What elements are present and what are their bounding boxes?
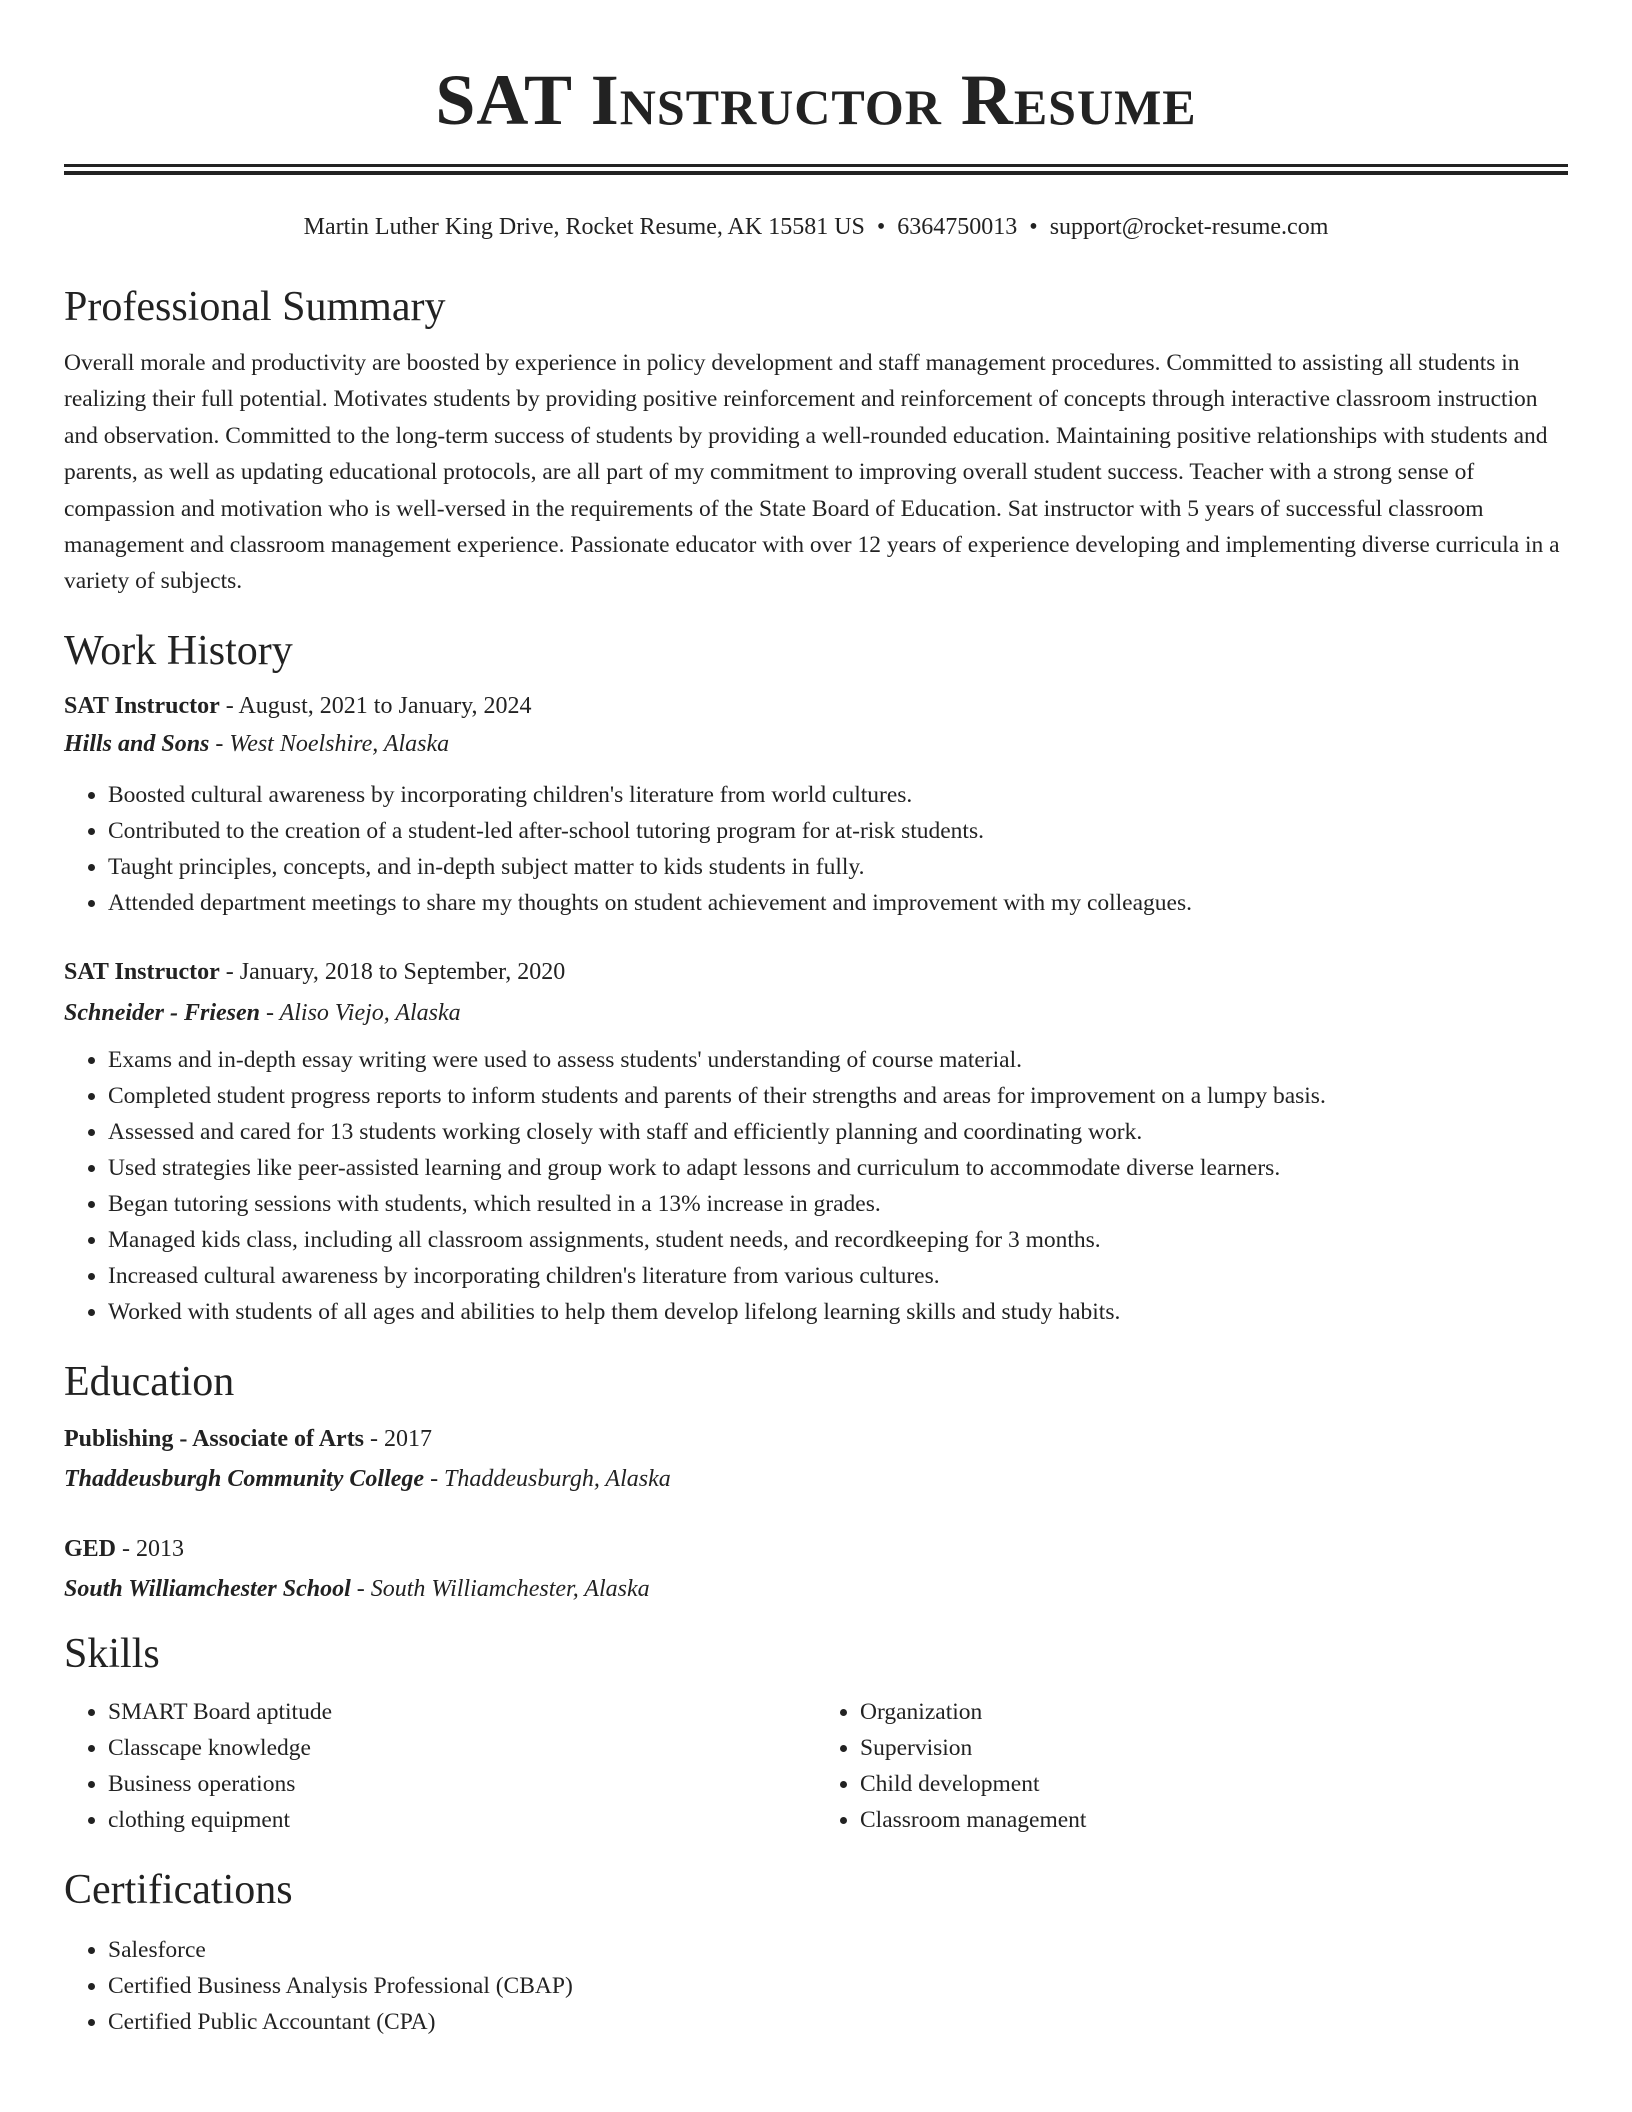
education-entry [64, 1420, 1568, 1498]
job-entry [64, 953, 1568, 1330]
job-title: SAT Instructor [64, 692, 220, 719]
job-company: Schneider - Friesen [64, 999, 261, 1026]
certification-item: • Certified Public Accountant (CPA) [108, 2004, 1568, 2040]
contact-email: support@rocket-resume.com [1049, 214, 1329, 240]
skill-item: • Business operations [108, 1766, 816, 1802]
skill-item: • Classcape knowledge [108, 1730, 816, 1766]
job-bullets [64, 1042, 1568, 1330]
section-heading-skills: Skills [64, 1630, 160, 1677]
education-location: - Thaddeusburgh, Alaska [424, 1465, 671, 1492]
list-item: • Attended department meetings to share my thoughts on student achievement and improvement with my colleagues. [108, 885, 1568, 921]
skill-item: • SMART Board aptitude [108, 1694, 816, 1730]
job-company-line [64, 725, 1568, 763]
skill-item: • Classroom management [860, 1802, 1568, 1838]
skills-columns [64, 1694, 1568, 1838]
skills-list-right [816, 1694, 1568, 1838]
certifications-list [64, 1932, 1568, 2040]
skills-list-left [64, 1694, 816, 1838]
job-entry [64, 687, 1568, 921]
education-school-line [64, 1460, 1568, 1498]
education-entry [64, 1530, 1568, 1608]
contact-address: Martin Luther King Drive, Rocket Resume, AK 15581 US [303, 214, 865, 240]
list-item: • Boosted cultural awareness by incorporating children's literature from world cultures. [108, 777, 1568, 813]
job-title: SAT Instructor [64, 958, 220, 985]
list-item: • Used strategies like peer-assisted learning and group work to adapt lessons and curriculum to accommodate diverse learners. [108, 1150, 1568, 1186]
job-title-line [64, 953, 1568, 991]
education-degree-line [64, 1530, 1568, 1568]
job-dates: - August, 2021 to January, 2024 [219, 692, 532, 719]
section-heading-certifications: Certifications [64, 1866, 293, 1913]
list-item: • Assessed and cared for 13 students working closely with staff and efficiently planning and coordinating work. [108, 1114, 1568, 1150]
list-item: • Began tutoring sessions with students, which resulted in a 13% increase in grades. [108, 1186, 1568, 1222]
education-location: - South Williamchester, Alaska [350, 1575, 650, 1602]
section-heading-summary: Professional Summary [64, 284, 446, 330]
education-degree: Publishing - Associate of Arts [64, 1425, 365, 1452]
education-school-line [64, 1570, 1568, 1608]
contact-phone: 6364750013 [897, 214, 1018, 240]
contact-separator: • [876, 214, 886, 240]
job-dates: - January, 2018 to September, 2020 [219, 958, 566, 985]
contact-line [64, 211, 1568, 243]
job-company-line [64, 994, 1568, 1032]
list-item: • Managed kids class, including all classroom assignments, student needs, and recordkeeping for 3 months. [108, 1222, 1568, 1258]
skill-item: • Supervision [860, 1730, 1568, 1766]
skill-item: • clothing equipment [108, 1802, 816, 1838]
list-item: • Worked with students of all ages and abilities to help them develop lifelong learning skills and study habits. [108, 1294, 1568, 1330]
section-heading-education: Education [64, 1358, 235, 1405]
education-degree: GED [64, 1535, 117, 1562]
list-item: • Taught principles, concepts, and in-depth subject matter to kids students in fully. [108, 849, 1568, 885]
education-degree-line [64, 1420, 1568, 1458]
list-item: • Exams and in-depth essay writing were used to assess students' understanding of course material. [108, 1042, 1568, 1078]
job-company: Hills and Sons [64, 730, 210, 757]
education-school: Thaddeusburgh Community College [64, 1465, 425, 1492]
list-item: • Completed student progress reports to inform students and parents of their strengths and areas for improvement on a lumpy basis. [108, 1078, 1568, 1114]
certification-item: • Salesforce [108, 1932, 1568, 1968]
job-location: - Aliso Viejo, Alaska [260, 999, 461, 1026]
list-item: • Increased cultural awareness by incorporating children's literature from various cultures. [108, 1258, 1568, 1294]
skill-item: • Child development [860, 1766, 1568, 1802]
list-item: • Contributed to the creation of a student-led after-school tutoring program for at-risk students. [108, 813, 1568, 849]
education-year: - 2017 [364, 1425, 433, 1452]
section-heading-work-history: Work History [64, 627, 293, 674]
job-location: - West Noelshire, Alaska [209, 730, 450, 757]
job-bullets [64, 777, 1568, 921]
job-title-line [64, 687, 1568, 725]
summary-text: Overall morale and productivity are boosted by experience in policy development and staff management procedures. Committed to assisting all students in realizing their full potential. Motivates students by providing positive reinforcement and reinforcement of concepts through interactive classroom instruction and observation. Committed to the long-term success of students by providing a well-rounded education. Maintaining positive relationships with students and parents, as well as updating educational protocols, are all part of my commitment to improving overall student success. Teacher with a strong sense of compassion and motivation who is well-versed in the requirements of the State Board of Education. Sat instructor with 5 years of successful classroom management and classroom management experience. Passionate educator with over 12 years of experience developing and implementing diverse curricula in a variety of subjects. [64, 350, 1560, 595]
page-title: SAT Instructor Resume [435, 60, 1197, 140]
certification-item: • Certified Business Analysis Professional (CBAP) [108, 1968, 1568, 2004]
contact-separator: • [1029, 214, 1038, 240]
skill-item: • Organization [860, 1694, 1568, 1730]
education-school: South Williamchester School [64, 1575, 351, 1602]
title-double-rule [64, 164, 1568, 175]
education-year: - 2013 [116, 1535, 185, 1562]
